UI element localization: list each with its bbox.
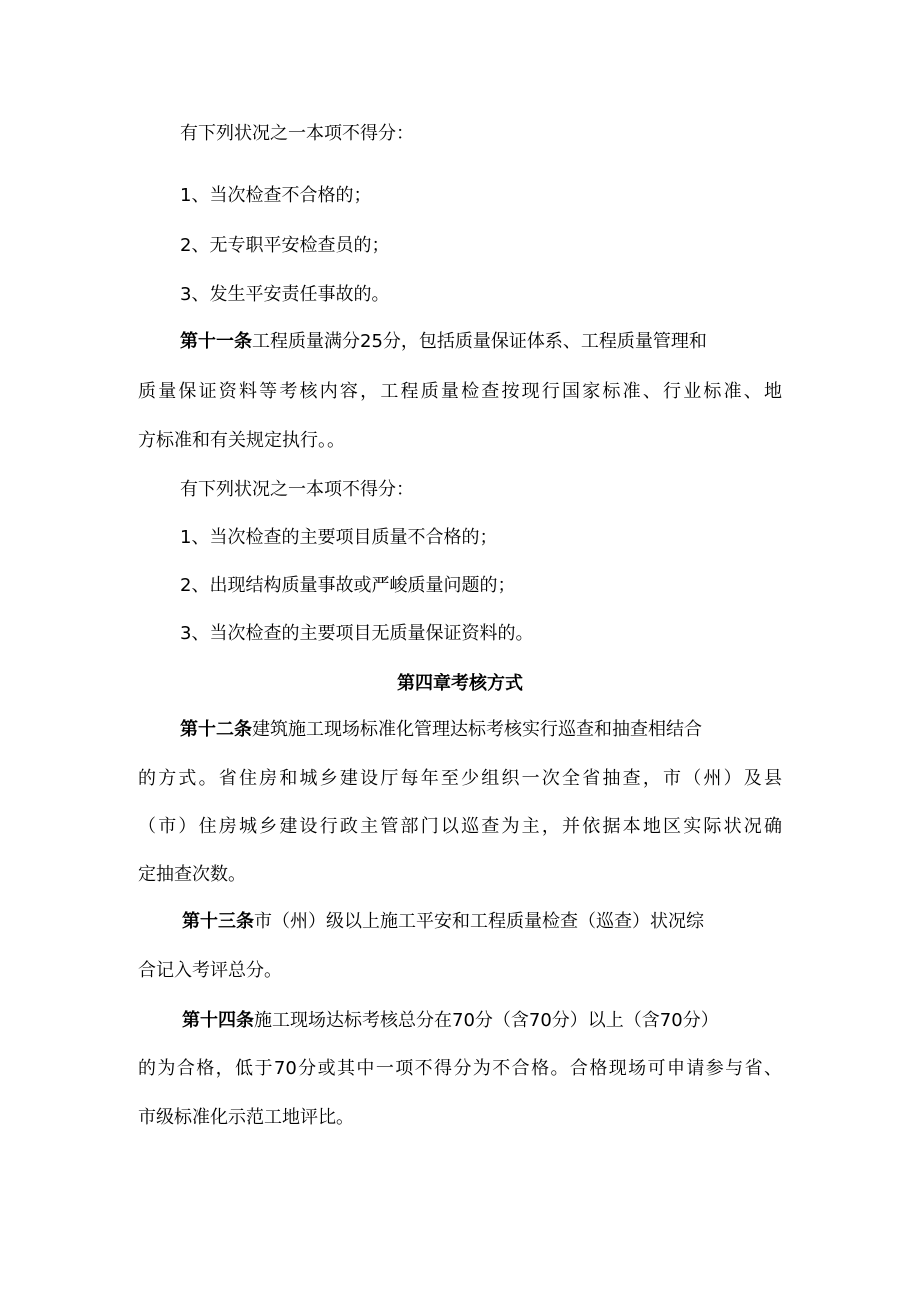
article-12-line-4: 定抽查次数。: [138, 864, 246, 885]
article-12-line-1: [180, 719, 702, 741]
article-14-line-2: 的为合格，低于70分或其中一项不得分为不合格。合格现场可申请参与省、: [138, 1058, 782, 1079]
article-text: 工程质量满分25分，包括质量保证体系、工程质量管理和: [252, 331, 707, 352]
paragraph-line: 有下列状况之一本项不得分：: [180, 479, 414, 500]
list-item: 2、无专职平安检查员的；: [180, 235, 390, 256]
chapter-heading: 第四章考核方式: [397, 673, 523, 694]
article-text: 施工现场达标考核总分在70分（含70分）以上（含70分）: [254, 1010, 719, 1031]
article-11-line-3: 方标准和有关规定执行。。: [138, 430, 345, 451]
article-text: 市（州）级以上施工平安和工程质量检查（巡查）状况综: [254, 911, 704, 932]
list-item: 1、当次检查的主要项目质量不合格的；: [180, 527, 498, 548]
article-11-line-2: 质量保证资料等考核内容，工程质量检查按现行国家标准、行业标准、地: [138, 381, 782, 402]
article-heading: 第十三条: [182, 911, 254, 932]
list-item: 2、出现结构质量事故或严峻质量问题的；: [180, 575, 516, 596]
list-item: 3、发生平安责任事故的。: [180, 284, 390, 305]
article-12-line-3: （市）住房城乡建设行政主管部门以巡查为主，并依据本地区实际状况确: [138, 816, 782, 837]
paragraph-line: 有下列状况之一本项不得分：: [180, 123, 414, 144]
article-11-line-1: [180, 331, 707, 353]
article-14-line-1: [182, 1010, 719, 1032]
list-item: 1、当次检查不合格的；: [180, 185, 372, 206]
article-14-line-3: 市级标准化示范工地评比。: [138, 1107, 354, 1128]
article-heading: 第十一条: [180, 331, 252, 352]
article-13-line-2: 合记入考评总分。: [138, 960, 282, 981]
list-item: 3、当次检查的主要项目无质量保证资料的。: [180, 623, 534, 644]
article-heading: 第十四条: [182, 1010, 254, 1031]
article-12-line-2: 的方式。省住房和城乡建设厅每年至少组织一次全省抽查，市（州）及县: [138, 768, 782, 789]
article-heading: 第十二条: [180, 719, 252, 740]
article-13-line-1: [182, 911, 704, 933]
article-text: 建筑施工现场标准化管理达标考核实行巡查和抽查相结合: [252, 719, 702, 740]
